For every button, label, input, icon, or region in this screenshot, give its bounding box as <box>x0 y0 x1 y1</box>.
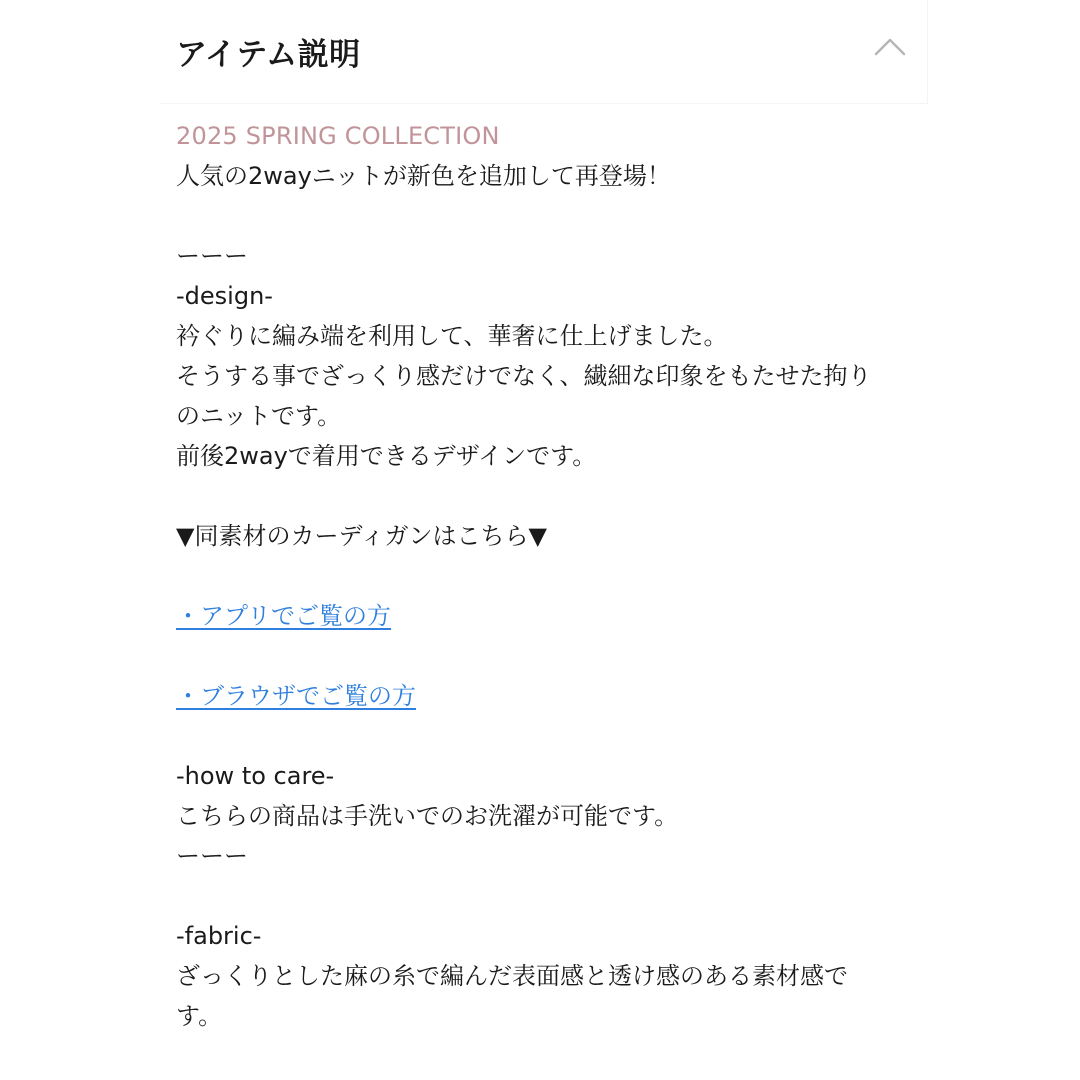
collection-label: 2025 SPRING COLLECTION <box>176 122 500 150</box>
design-text: そうする事でざっくり感だけでなく、繊細な印象をもたせた拘り <box>176 362 872 390</box>
description-body <box>176 116 916 1036</box>
spacer <box>176 636 916 676</box>
care-text: こちらの商品は手洗いでのお洗濯が可能です。 <box>176 802 679 830</box>
care-heading: -how to care- <box>176 762 335 790</box>
section-header[interactable] <box>160 0 928 104</box>
divider-text: ーーー <box>176 242 248 270</box>
divider-text: ーーー <box>176 842 248 870</box>
spacer <box>176 716 916 756</box>
fabric-text: す。 <box>176 1002 223 1030</box>
spacer <box>176 556 916 596</box>
fabric-text: ざっくりとした麻の糸で編んだ表面感と透け感のある素材感で <box>176 962 848 990</box>
related-note: ▼同素材のカーディガンはこちら▼ <box>176 522 547 550</box>
design-text: のニットです。 <box>176 402 342 430</box>
design-heading: -design- <box>176 282 273 310</box>
spacer <box>176 196 916 236</box>
spacer <box>176 476 916 516</box>
browser-view-link[interactable]: ・ブラウザでご覧の方 <box>176 682 416 710</box>
app-view-link[interactable]: ・アプリでご覧の方 <box>176 602 392 630</box>
fabric-heading: -fabric- <box>176 922 262 950</box>
item-description-panel <box>160 0 928 1080</box>
headline-text: 人気の2wayニットが新色を追加して再登場！ <box>176 162 671 190</box>
spacer <box>176 876 916 916</box>
section-title: アイテム説明 <box>176 37 361 73</box>
design-text: 衿ぐりに編み端を利用して、華奢に仕上げました。 <box>176 322 728 350</box>
chevron-up-icon[interactable] <box>872 30 908 60</box>
design-text: 前後2wayで着用できるデザインです。 <box>176 442 597 470</box>
